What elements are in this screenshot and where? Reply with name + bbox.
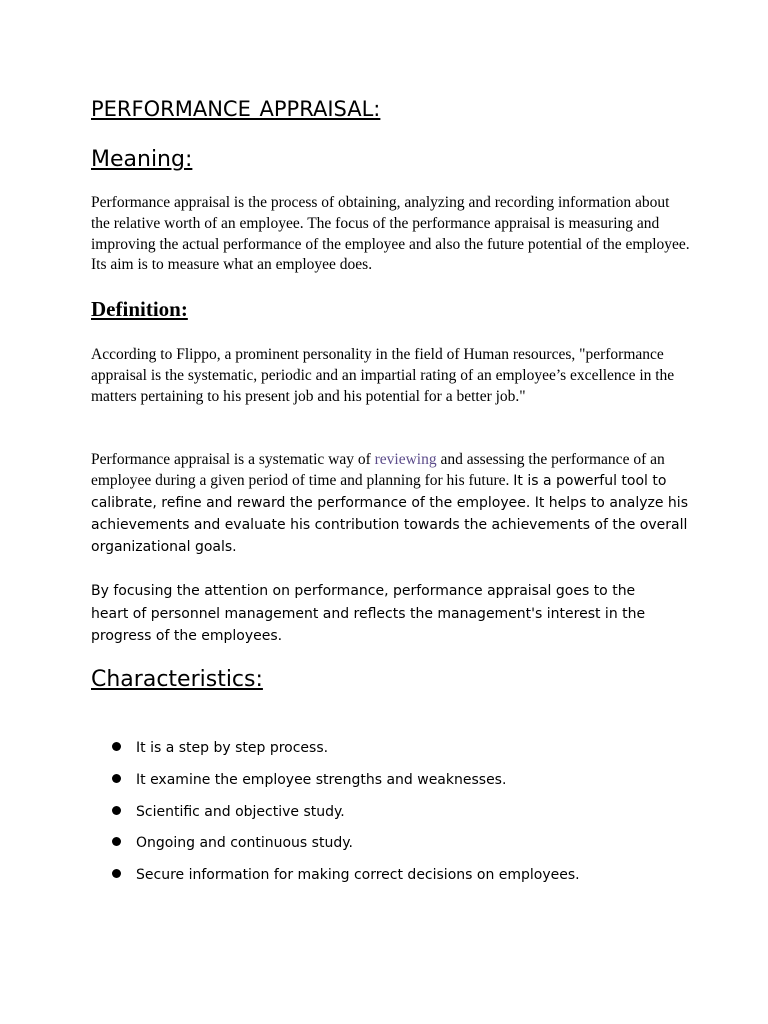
- definition-heading: Definition:: [91, 297, 188, 321]
- list-item-text: It examine the employee strengths and weaknesses.: [136, 771, 507, 788]
- list-item-text: Secure information for making correct decisions on employees.: [136, 867, 580, 884]
- bullet-icon: [112, 837, 121, 846]
- list-item: [112, 833, 580, 865]
- appraisal-text-after-link: and assessing the performance of an employee during a given period of time and planning for his future.: [91, 451, 665, 489]
- bullet-icon: [112, 774, 121, 783]
- characteristics-list: [112, 738, 580, 897]
- document-title: PERFORMANCE APPRAISAL:: [91, 97, 381, 121]
- appraisal-paragraph: [91, 449, 691, 558]
- list-item-text: It is a step by step process.: [136, 740, 329, 756]
- focus-paragraph: By focusing the attention on performance, performance appraisal goes to the heart of personnel management and reflects the management's interest in the progress of the employees.: [91, 583, 646, 644]
- bullet-icon: [112, 806, 121, 815]
- bullet-icon: [112, 869, 121, 878]
- appraisal-text-rest: It is a powerful tool to calibrate, refine and reward the performance of the employee. It helps to analyze his achievements and evaluate his contribution towards the achievements of the overall organizational goals.: [91, 473, 688, 555]
- bullet-icon: [112, 742, 121, 751]
- appraisal-paragraph-intro: [91, 449, 691, 558]
- list-item: [112, 770, 580, 802]
- reviewing-link[interactable]: reviewing: [374, 451, 437, 468]
- list-item: [112, 802, 580, 834]
- characteristics-heading: Characteristics:: [91, 667, 263, 692]
- list-item: [112, 738, 580, 770]
- definition-paragraph: According to Flippo, a prominent personality in the field of Human resources, "performance appraisal is the systematic, periodic and an impartial rating of an employee’s excellence in the matters pertaining to his present job and his potential for a better job.": [91, 346, 675, 405]
- list-item-text: Scientific and objective study.: [136, 803, 345, 820]
- list-item-text: Ongoing and continuous study.: [136, 835, 353, 852]
- appraisal-text-before-link: Performance appraisal is a systematic way of: [91, 451, 375, 468]
- meaning-heading: Meaning:: [91, 147, 193, 172]
- list-item: [112, 865, 580, 897]
- meaning-paragraph: Performance appraisal is the process of obtaining, analyzing and recording information about the relative worth of an employee. The focus of the performance appraisal is measuring and improving the actual performance of the employee and also the future potential of the employee. Its aim is to measure what an employee does.: [91, 194, 690, 274]
